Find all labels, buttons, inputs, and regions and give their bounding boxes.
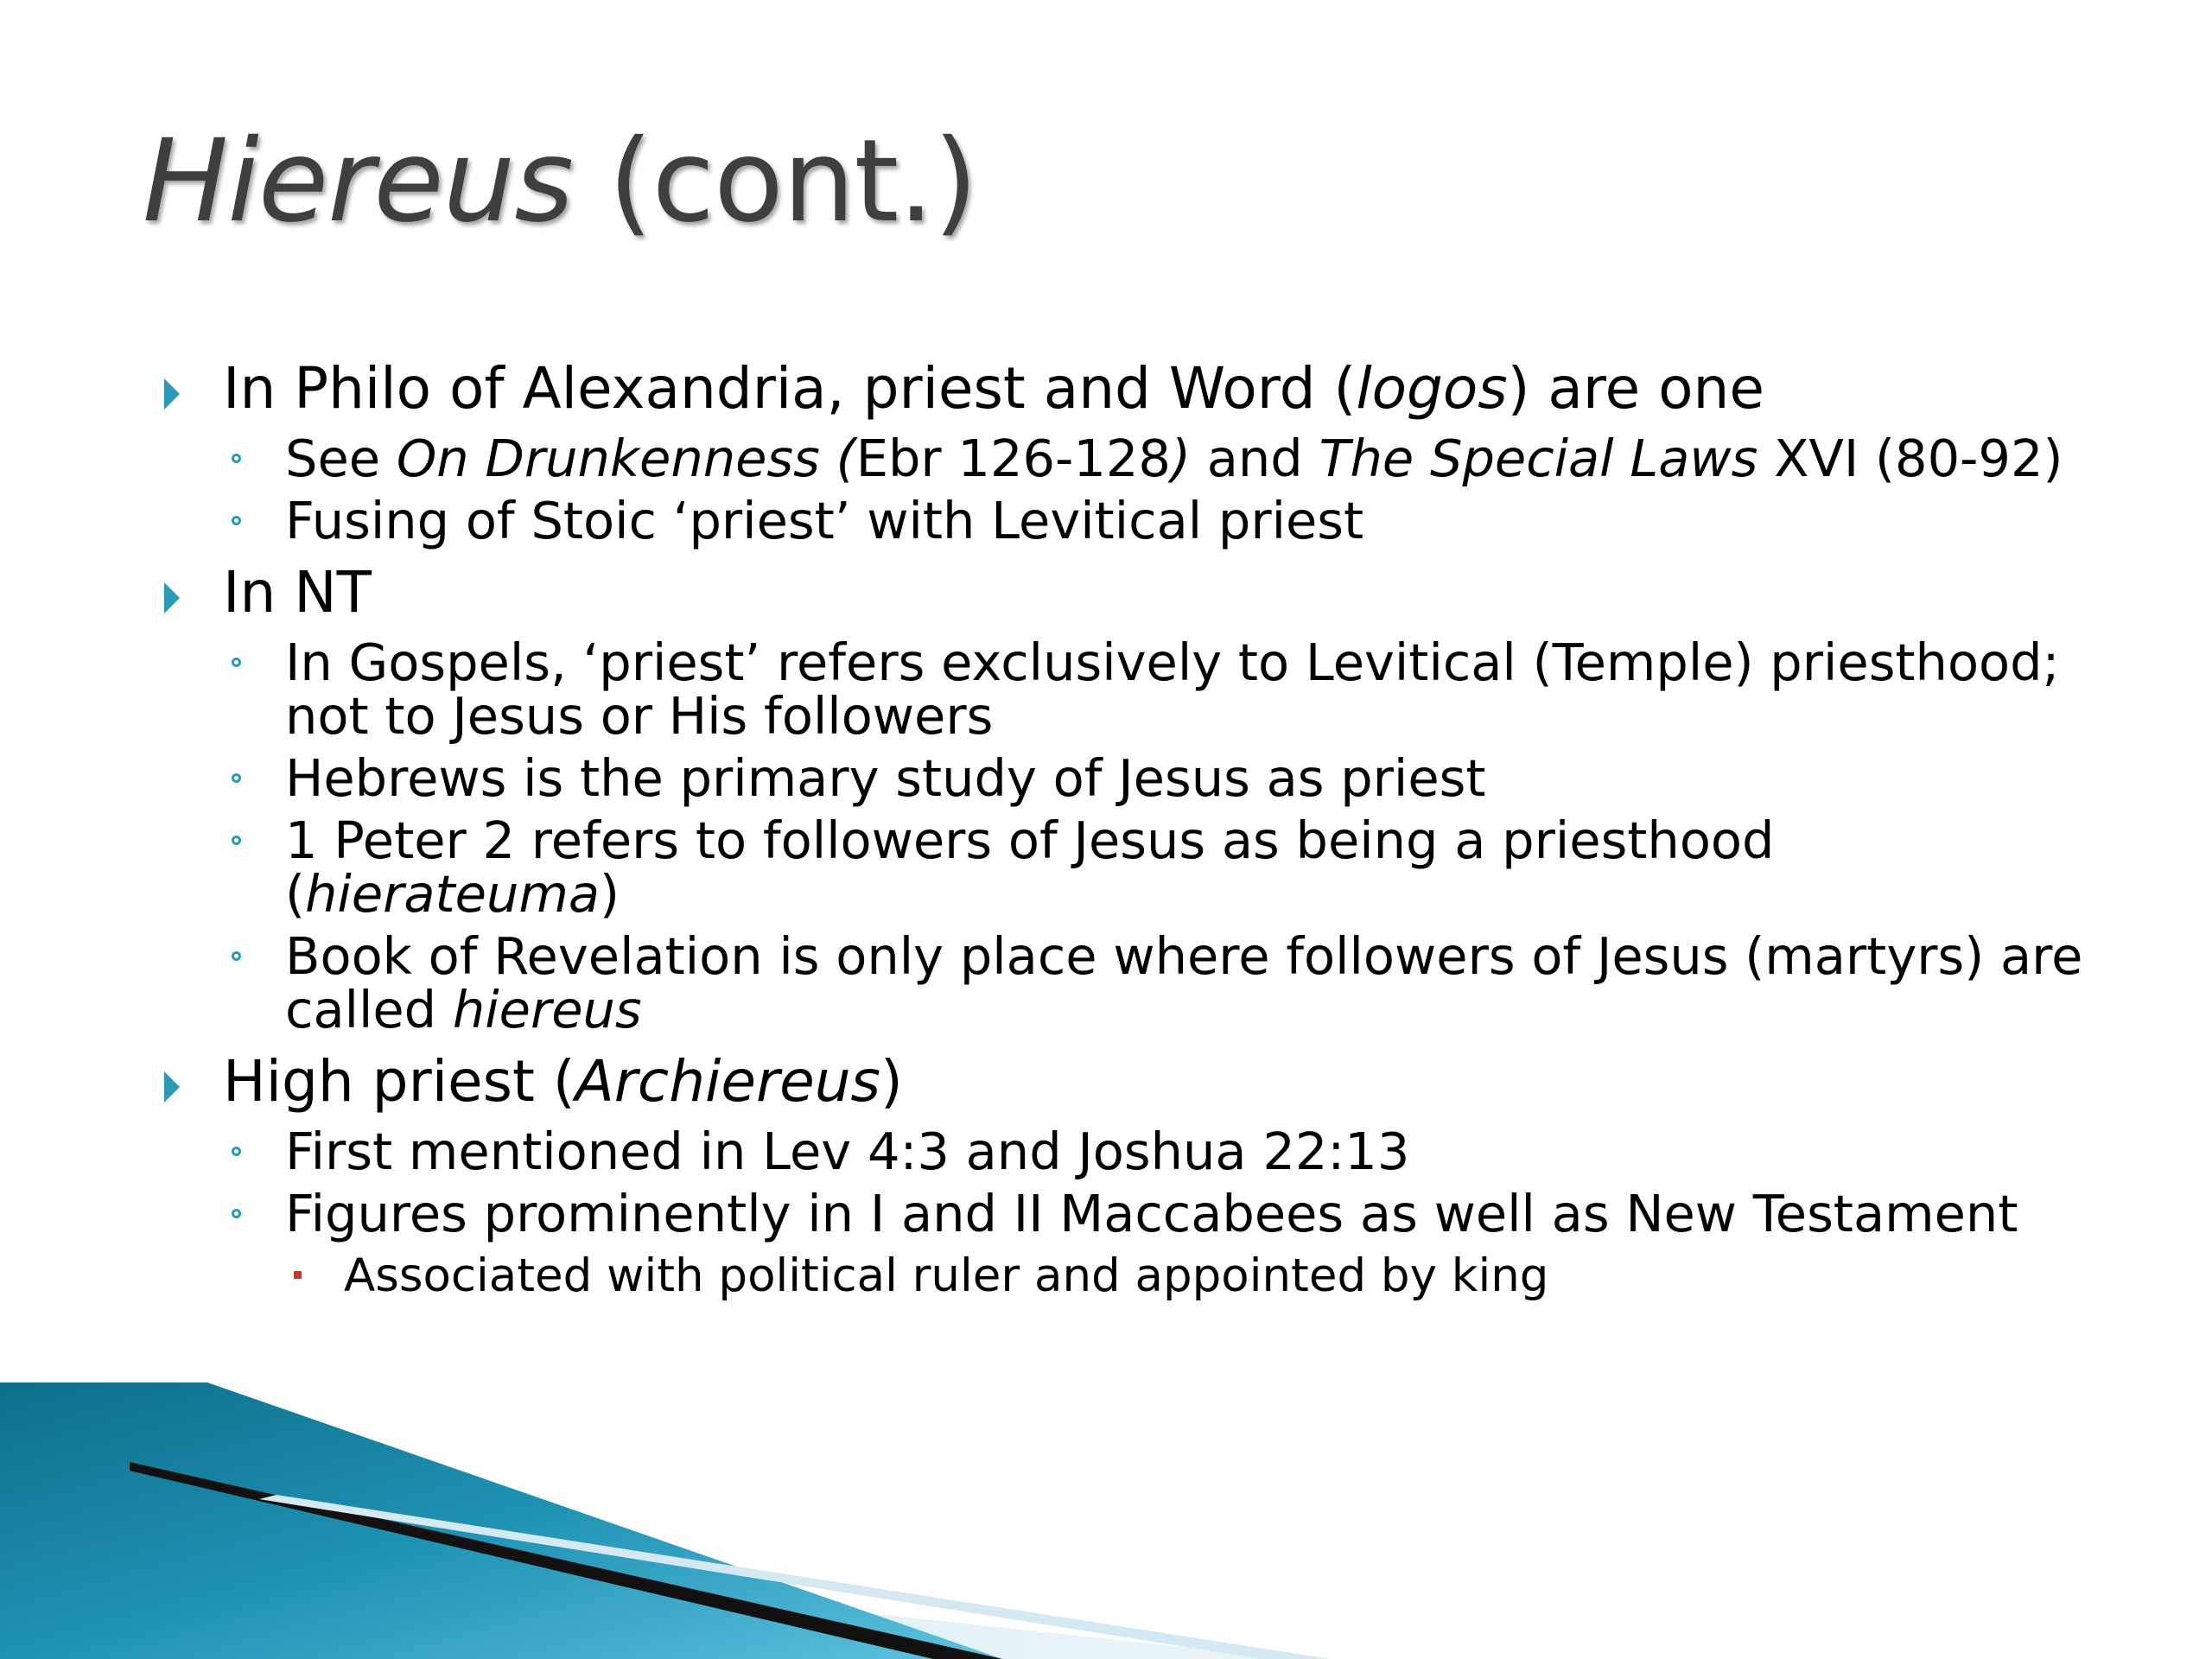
bullet-text: Figures prominently in I and II Maccabees as well as New Testament [285,1184,2018,1243]
swoosh-teal-band [0,1382,1002,1659]
bullet-text: 1 Peter 2 refers to followers of Jesus as being a priesthood ( [285,810,1775,924]
bullet-italic: The Special Laws [1319,429,1758,488]
sub-bullet-1-peter [156,810,2108,924]
slide-title-rest: (cont.) [573,115,977,248]
bullet-philo [156,353,2108,425]
bullet-text: Book of Revelation is only place where followers of Jesus (martyrs) are called [285,926,2083,1039]
sub-sub-bullet-political-ruler [156,1249,2108,1303]
ring-bullet-icon [232,1147,241,1156]
ring-bullet-icon [232,454,241,463]
bullet-text: XVI (80-92) [1758,429,2063,488]
bullet-italic: ) [1170,429,1191,488]
ring-bullet-icon [232,516,241,525]
bullet-text: and [1190,429,1319,488]
bullet-text: ) are one [1507,355,1764,422]
ring-bullet-icon [232,773,241,783]
bullet-italic: On Drunkenness ( [396,429,856,488]
square-bullet-icon [294,1271,302,1279]
bullet-high-priest [156,1046,2108,1118]
bullet-in-nt [156,556,2108,629]
bullet-text: ) [880,1048,903,1115]
bullet-text: In NT [223,559,372,626]
bullet-italic: logos [1356,355,1508,422]
triangle-bullet-icon [164,378,180,410]
bullet-text: Fusing of Stoic ‘priest’ with Levitical priest [285,491,1364,550]
sub-bullet-maccabees [156,1184,2108,1243]
triangle-bullet-icon [164,582,180,613]
sub-bullet-revelation [156,926,2108,1039]
slide-title-italic: Hiereus [143,115,574,248]
sub-bullet-hebrews [156,748,2108,808]
bullet-text: In Philo of Alexandria, priest and Word ( [223,355,1357,422]
bullet-italic: hiereus [452,980,642,1039]
sub-bullet-see-refs [156,429,2108,488]
ring-bullet-icon [232,951,241,961]
slide-title [143,115,977,248]
sub-bullet-gospels [156,632,2108,746]
decorative-swoosh [0,1382,2212,1659]
bullet-text: Ebr 126-128 [855,429,1171,488]
bullet-text: High priest ( [223,1048,575,1115]
ring-bullet-icon [232,658,241,667]
ring-bullet-icon [232,836,241,845]
sub-bullet-fusing [156,491,2108,550]
bullet-italic: Archiereus [575,1048,880,1115]
bullet-italic: hierateuma [305,864,600,924]
bullet-text: In Gospels, ‘priest’ refers exclusively to Levitical (Temple) priesthood; not to Jesus or His followers [285,632,2060,746]
bullet-text: ) [599,864,620,924]
bullet-text: Hebrews is the primary study of Jesus as priest [285,748,1486,808]
bullet-text: First mentioned in Lev 4:3 and Joshua 22:13 [285,1122,1410,1181]
bullet-text: Associated with political ruler and appointed by king [344,1249,1549,1302]
slide-content [156,353,2108,1303]
ring-bullet-icon [232,1209,241,1218]
bullet-text: See [285,429,397,488]
triangle-bullet-icon [164,1071,180,1103]
sub-bullet-first-mentioned [156,1122,2108,1181]
